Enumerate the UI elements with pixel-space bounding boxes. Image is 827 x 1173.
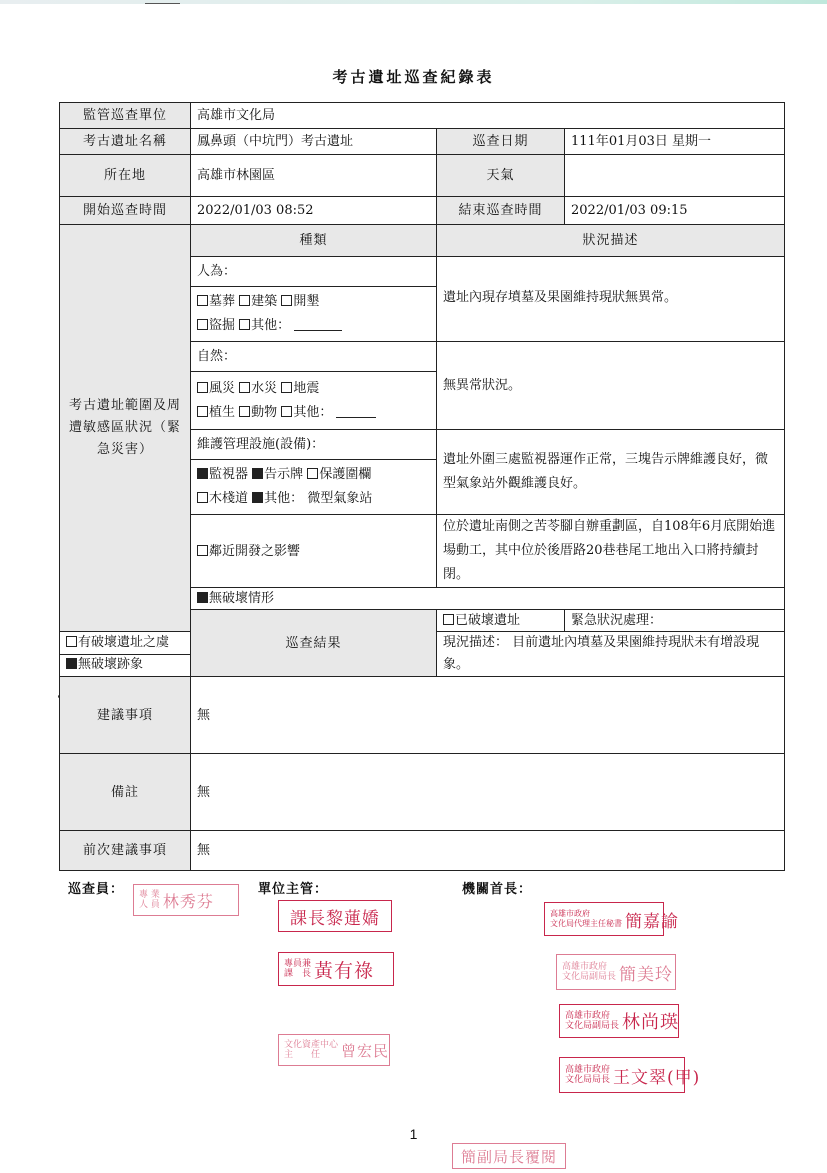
checkbox-nature-other[interactable]: [281, 406, 292, 417]
checkbox-no-damage-situation[interactable]: [197, 592, 208, 603]
opt-burial: 墓葬: [209, 294, 236, 309]
nearby-desc: 位於遺址南側之苦苓腳自辦重劃區，自108年6月底開始進場動工，其中位於後厝路20巷巷尾工地出入口將持續封閉。: [437, 515, 785, 588]
opt-boardwalk: 木棧道: [209, 491, 249, 506]
opt-risk: 有破壞遺址之虞: [78, 634, 170, 650]
supervisor-stamp-3: 文化資產中心 主 任 曾宏民: [278, 1034, 390, 1066]
checkbox-signboard[interactable]: [252, 468, 263, 479]
opt-fence: 保護圍欄: [319, 467, 372, 482]
current-desc: 現況描述： 目前遺址內墳墓及果園維持現狀未有增設現象。: [437, 632, 785, 677]
prev-suggest-value: 無: [191, 831, 785, 871]
section-label: 考古遺址範圍及周遭敏感區狀況（緊急災害）: [60, 225, 191, 632]
checkbox-boardwalk[interactable]: [197, 492, 208, 503]
checkbox-clearing[interactable]: [281, 295, 292, 306]
maint-label: 維護管理設施(設備)：: [191, 430, 437, 460]
checkbox-vegetation[interactable]: [197, 406, 208, 417]
site-label: 考古遺址名稱: [60, 129, 191, 155]
weather-label: 天氣: [437, 155, 565, 197]
nature-options: [191, 372, 437, 430]
checkbox-animal[interactable]: [239, 406, 250, 417]
checkbox-building[interactable]: [239, 295, 250, 306]
emergency-label: 緊急狀況處理：: [565, 610, 785, 632]
checkbox-looting[interactable]: [197, 319, 208, 330]
opt-looting: 盜掘: [209, 318, 236, 333]
suggest-label: 建議事項: [60, 677, 191, 754]
result-destroyed: [437, 610, 565, 632]
top-edge-tint: [0, 0, 827, 4]
human-desc: 遺址內現存墳墓及果園維持現狀無異常。: [437, 257, 785, 342]
weather-value: [565, 155, 785, 197]
head-stamp-2: 高雄市政府 文化局副局長 簡美玲: [556, 954, 676, 990]
suggest-value: 無: [191, 677, 785, 754]
checkbox-no-trace[interactable]: [66, 658, 77, 669]
checkbox-nearby-dev[interactable]: [197, 545, 208, 556]
prev-suggest-label: 前次建議事項: [60, 831, 191, 871]
checkbox-fence[interactable]: [307, 468, 318, 479]
nature-desc: 無異常狀況。: [437, 342, 785, 430]
result-none: [60, 654, 191, 677]
opt-nature-other: 其他：: [293, 404, 333, 420]
nearby-option: [191, 515, 437, 588]
checkbox-human-other[interactable]: [239, 319, 250, 330]
checkbox-burial[interactable]: [197, 295, 208, 306]
remark-label: 備註: [60, 754, 191, 831]
opt-clearing: 開墾: [293, 294, 320, 309]
inspection-form-table: [59, 102, 785, 871]
remark-value: 無: [191, 754, 785, 831]
date-label: 巡查日期: [437, 129, 565, 155]
page-number: 1: [409, 1126, 418, 1142]
opt-camera: 監視器: [209, 467, 249, 482]
checkbox-risk[interactable]: [66, 636, 77, 647]
supervisor-stamp-2: 專員兼 課 長 黃有祿: [278, 952, 394, 986]
supervisor-stamp-1: 課長黎蓮嬌: [278, 900, 392, 932]
nature-other-blank: [336, 405, 376, 418]
opt-vegetation: 植生: [209, 404, 236, 420]
date-value: 111年01月03日 星期一: [565, 129, 785, 155]
bottom-review-stamp: 簡副局長覆閱: [452, 1143, 566, 1169]
end-time-value: 2022/01/03 09:15: [565, 197, 785, 225]
head-stamp-3: 高雄市政府 文化局副局長 林尚瑛: [559, 1004, 679, 1038]
head-stamp-1: 高雄市政府 文化局代理主任秘書 簡嘉諭: [544, 902, 664, 936]
opt-typhoon: 風災: [209, 380, 236, 396]
site-value: 鳳鼻頭（中坑門）考古遺址: [191, 129, 437, 155]
opt-earthquake: 地震: [293, 380, 320, 396]
checkbox-destroyed[interactable]: [443, 614, 454, 625]
maint-desc: 遺址外圍三處監視器運作正常，三塊告示牌維護良好，微型氣象站外觀維護良好。: [437, 430, 785, 515]
opt-maint-other: 其他：: [264, 491, 304, 506]
supervisor-label: 單位主管：: [258, 882, 329, 897]
result-label: 巡查結果: [191, 610, 437, 677]
top-edge-mark: [145, 3, 180, 4]
location-value: 高雄市林園區: [191, 155, 437, 197]
opt-nearby-dev: 鄰近開發之影響: [209, 543, 301, 559]
head-label: 機關首長：: [462, 882, 533, 897]
col-type-header: 種類: [191, 225, 437, 257]
no-damage-label: 無破壞情形: [209, 590, 275, 606]
opt-human-other: 其他：: [251, 318, 291, 333]
human-label: 人為：: [191, 257, 437, 287]
opt-destroyed: 已破壞遺址: [455, 612, 521, 628]
nature-label: 自然：: [191, 342, 437, 372]
col-desc-header: 狀況描述: [437, 225, 785, 257]
opt-flood: 水災: [251, 380, 278, 396]
start-time-label: 開始巡查時間: [60, 197, 191, 225]
checkbox-earthquake[interactable]: [281, 382, 292, 393]
opt-building: 建築: [251, 294, 278, 309]
human-options: [191, 287, 437, 342]
location-label: 所在地: [60, 155, 191, 197]
checkbox-maint-other[interactable]: [252, 492, 263, 503]
unit-label: 監管巡查單位: [60, 103, 191, 129]
end-time-label: 結束巡查時間: [437, 197, 565, 225]
page-title: 考古遺址巡查紀錄表: [332, 68, 495, 86]
unit-value: 高雄市文化局: [191, 103, 785, 129]
human-other-blank: [294, 318, 342, 331]
inspector-stamp: 專 業 人 員 林秀芬: [133, 884, 239, 916]
no-damage-row: [191, 588, 785, 610]
checkbox-typhoon[interactable]: [197, 382, 208, 393]
checkbox-flood[interactable]: [239, 382, 250, 393]
start-time-value: 2022/01/03 08:52: [191, 197, 437, 225]
head-stamp-4: 高雄市政府 文化局局長 王文翠(甲): [559, 1057, 685, 1093]
result-risk: [60, 632, 191, 655]
opt-animal: 動物: [251, 404, 278, 420]
opt-no-trace: 無破壞跡象: [78, 657, 144, 673]
maint-other-value: 微型氣象站: [307, 491, 373, 506]
opt-signboard: 告示牌: [264, 467, 304, 482]
checkbox-camera[interactable]: [197, 468, 208, 479]
maint-options: [191, 460, 437, 515]
inspector-label: 巡查員：: [68, 882, 125, 897]
